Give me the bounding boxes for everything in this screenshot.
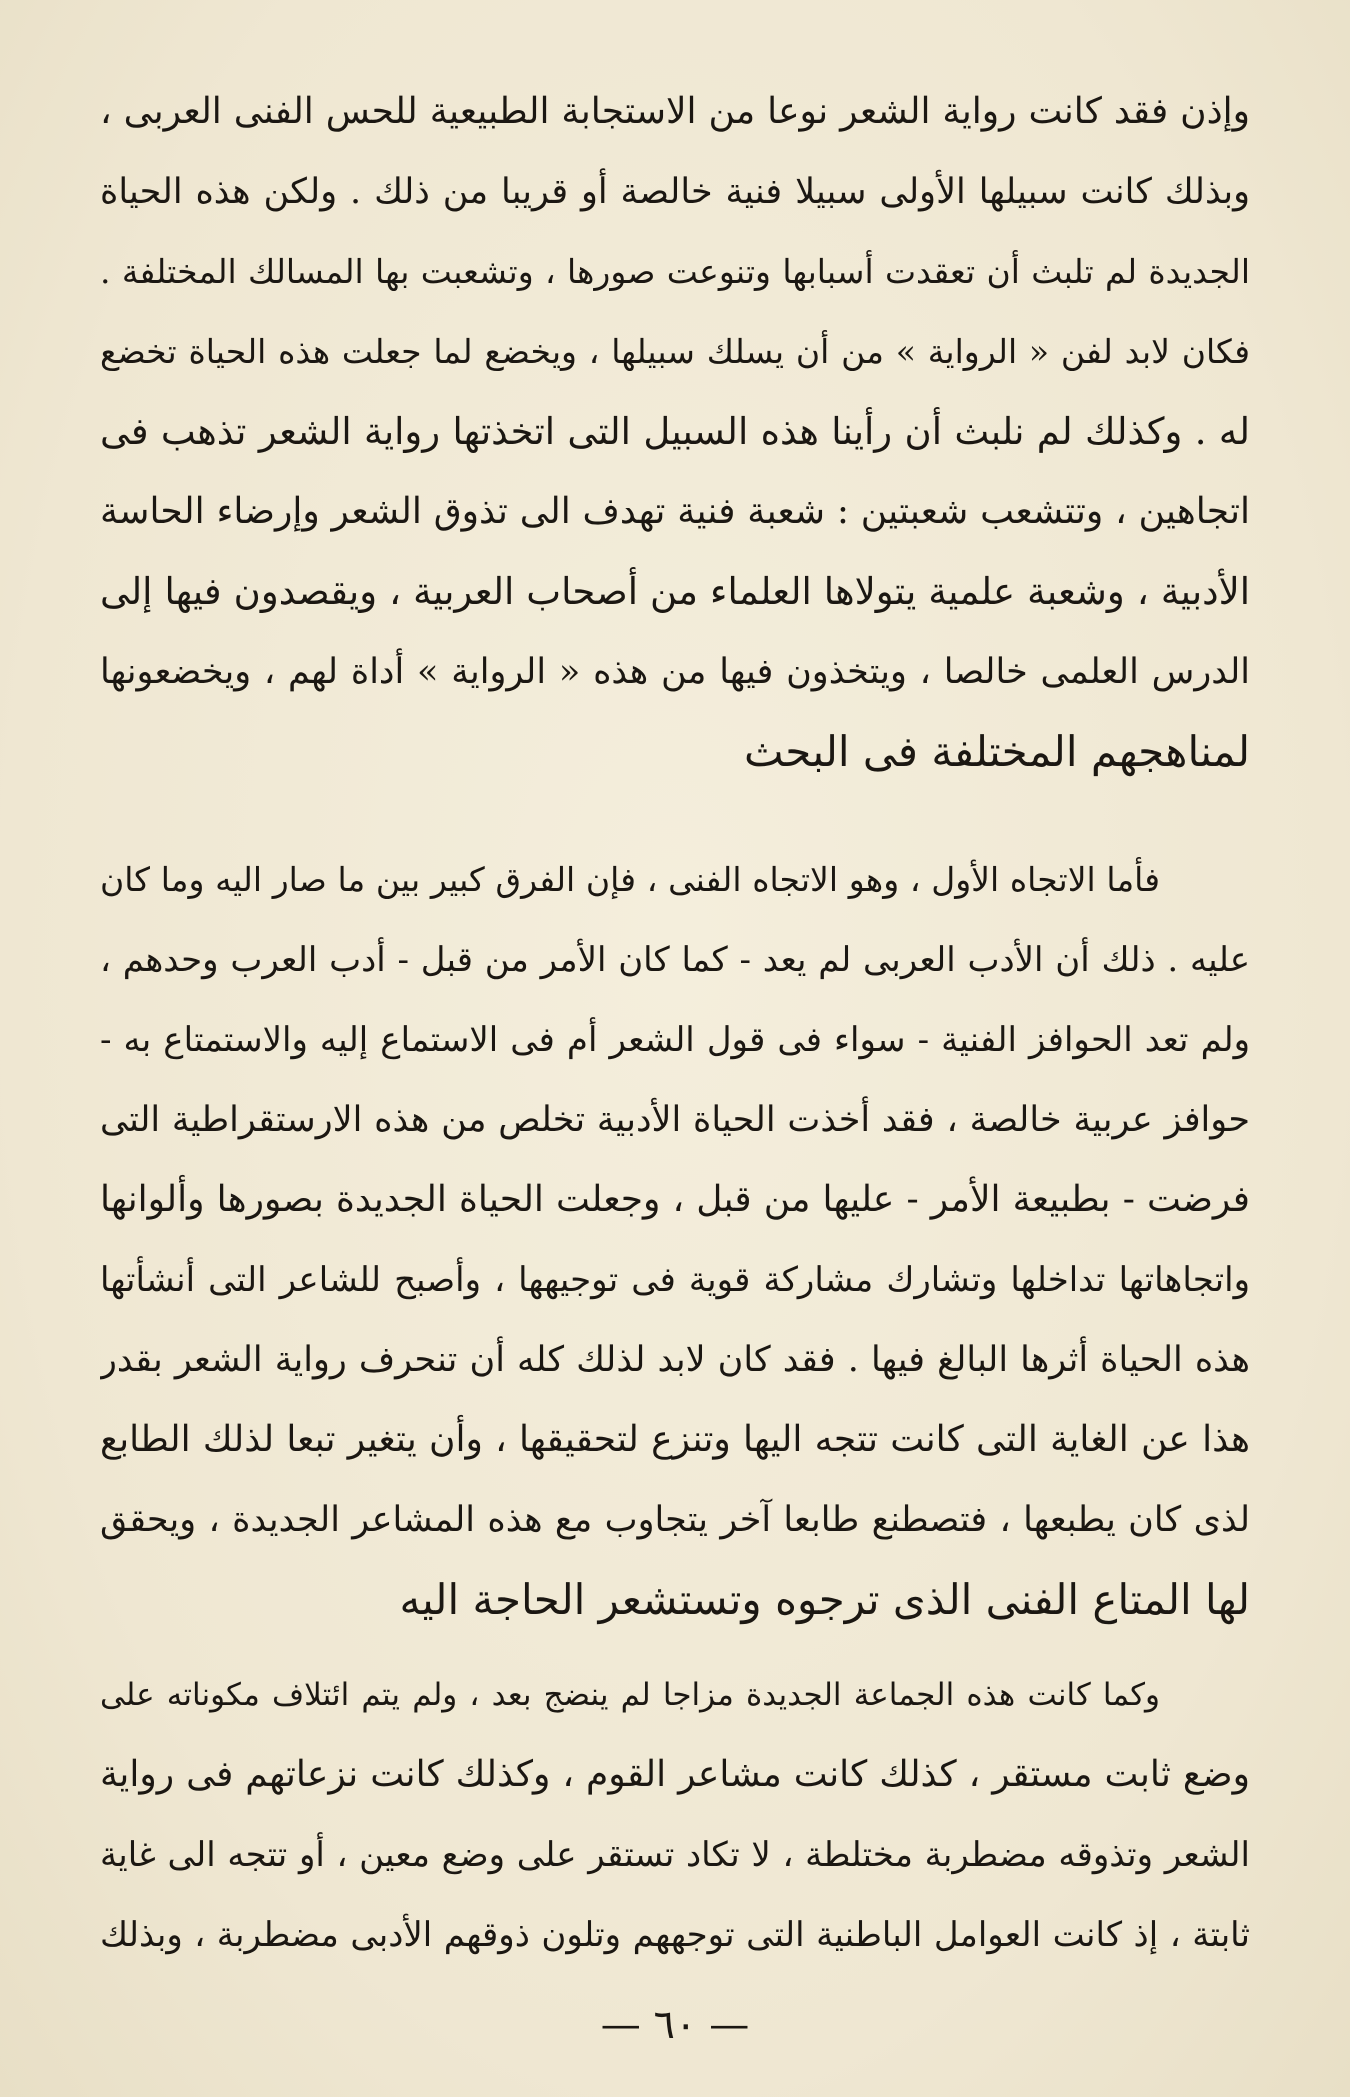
text-line: فأما الاتجاه الأول ، وهو الاتجاه الفنى ، فإن الفرق كبير بين ما صار اليه وما كان — [100, 860, 1160, 899]
text-line: هذا عن الغاية التى كانت تتجه اليها وتنزع لتحقيقها ، وأن يتغير تبعا لذلك الطابع — [100, 1419, 1250, 1460]
text-line: وضع ثابت مستقر ، كذلك كانت مشاعر القوم ، وكذلك كانت نزعاتهم فى رواية — [100, 1754, 1250, 1795]
page-number: — ٦٠ — — [600, 2002, 750, 2048]
text-line: لها المتاع الفنى الذى ترجوه وتستشعر الحاجة اليه — [399, 1575, 1250, 1624]
text-line: فرضت - بطبيعة الأمر - عليها من قبل ، وجعلت الحياة الجديدة بصورها وألوانها — [100, 1179, 1250, 1220]
text-line: لذى كان يطبعها ، فتصطنع طابعا آخر يتجاوب مع هذه المشاعر الجديدة ، ويحقق — [100, 1500, 1250, 1540]
text-line: لمناهجهم المختلفة فى البحث — [744, 727, 1250, 776]
text-line: هذه الحياة أثرها البالغ فيها . فقد كان لابد لذلك كله أن تنحرف رواية الشعر بقدر — [100, 1340, 1250, 1380]
text-line: وإذن فقد كانت رواية الشعر نوعا من الاستجابة الطبيعية للحس الفنى العربى ، — [100, 91, 1250, 132]
text-line: فكان لابد لفن « الرواية » من أن يسلك سبيلها ، ويخضع لما جعلت هذه الحياة تخضع — [100, 332, 1250, 371]
text-line: واتجاهاتها تداخلها وتشارك مشاركة قوية فى توجيهها ، وأصبح للشاعر التى أنشأتها — [100, 1260, 1250, 1300]
text-line: ولم تعد الحوافز الفنية - سواء فى قول الشعر أم فى الاستماع إليه والاستمتاع به - — [100, 1020, 1250, 1060]
text-line: الشعر وتذوقه مضطربة مختلطة ، لا تكاد تستقر على وضع معين ، أو تتجه الى غاية — [100, 1835, 1250, 1875]
text-line: اتجاهين ، وتتشعب شعبتين : شعبة فنية تهدف الى تذوق الشعر وإرضاء الحاسة — [100, 491, 1250, 532]
paragraph-2 — [100, 840, 1250, 1640]
text-line: الدرس العلمى خالصا ، ويتخذون فيها من هذه « الرواية » أداة لهم ، ويخضعونها — [100, 652, 1250, 692]
text-line: ثابتة ، إذ كانت العوامل الباطنية التى توجههم وتلون ذوقهم الأدبى مضطربة ، وبذلك — [100, 1915, 1250, 1955]
paragraph-1 — [100, 72, 1250, 792]
text-line: حوافز عربية خالصة ، فقد أخذت الحياة الأدبية تخلص من هذه الارستقراطية التى — [100, 1100, 1250, 1140]
text-line: الجديدة لم تلبث أن تعقدت أسبابها وتنوعت صورها ، وتشعبت بها المسالك المختلفة . — [100, 252, 1250, 291]
text-line: عليه . ذلك أن الأدب العربى لم يعد - كما كان الأمر من قبل - أدب العرب وحدهم ، — [100, 940, 1250, 980]
paragraph-3 — [100, 1655, 1250, 1975]
text-line: وبذلك كانت سبيلها الأولى سبيلا فنية خالصة أو قريبا من ذلك . ولكن هذه الحياة — [100, 172, 1250, 212]
text-line: له . وكذلك لم نلبث أن رأينا هذه السبيل التى اتخذتها رواية الشعر تذهب فى — [100, 410, 1250, 453]
text-line: الأدبية ، وشعبة علمية يتولاها العلماء من أصحاب العربية ، ويقصدون فيها إلى — [100, 570, 1250, 613]
text-line: وكما كانت هذه الجماعة الجديدة مزاجا لم ينضج بعد ، ولم يتم ائتلاف مكوناته على — [100, 1677, 1160, 1713]
